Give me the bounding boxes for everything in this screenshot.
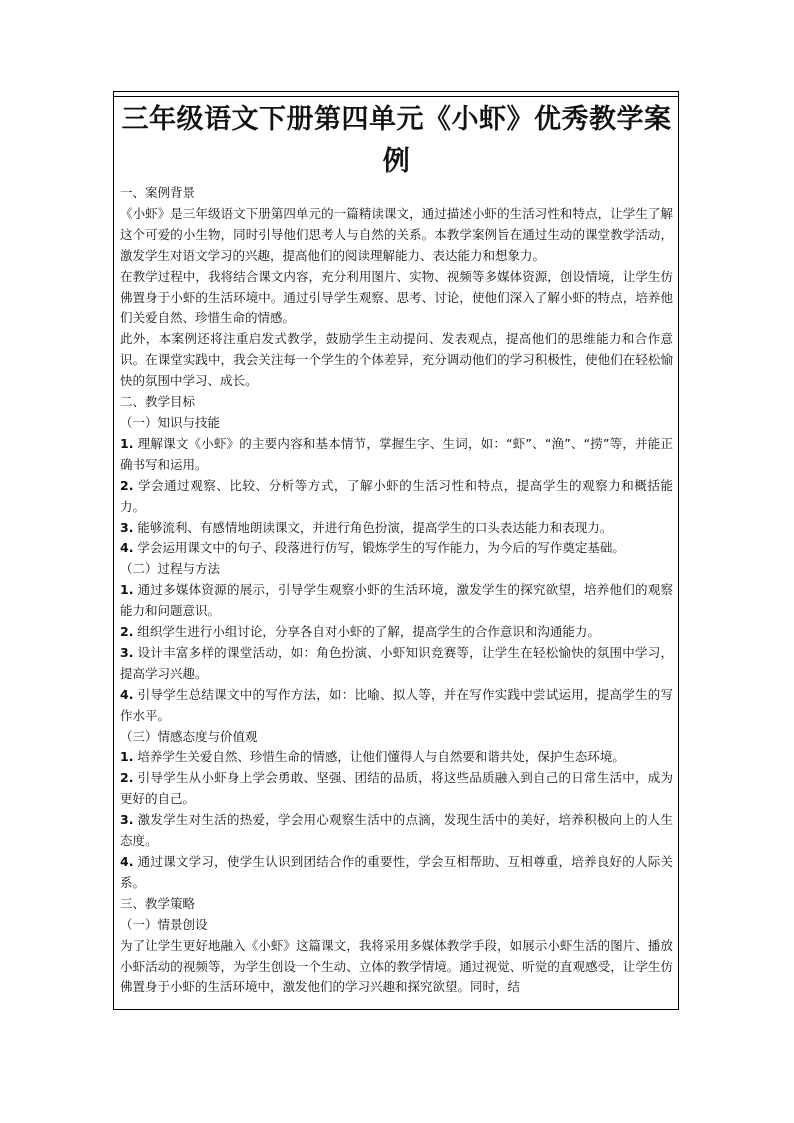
background-paragraph-3: 此外，本案例还将注重启发式教学，鼓励学生主动提问、发表观点，提高他们的思维能力和合作意识。在课堂实践中，我会关注每一个学生的个体差异，充分调动他们的学习积极性，使他们在轻松愉快的氛围中学习、成长。 <box>120 331 673 389</box>
scenario-paragraph-1: 为了让学生更好地融入《小虾》这篇课文，我将采用多媒体教学手段，如展示小虾生活的图片、播放小虾活动的视频等，为学生创设一个生动、立体的教学情境。通过视觉、听觉的直观感受，让学生仿佛置身于小虾的生活环境中，激发他们的学习兴趣和探究欲望。同时，结 <box>120 937 673 995</box>
top-rule <box>114 96 678 97</box>
item-text: 培养学生关爱自然、珍惜生命的情感，让他们懂得人与自然要和谐共处，保护生态环境。 <box>133 749 625 765</box>
item-number: 4. <box>120 854 134 869</box>
process-item-2 <box>120 622 673 643</box>
item-number: 4. <box>120 686 134 702</box>
item-number: 1. <box>120 435 134 451</box>
emotion-item-1 <box>120 747 673 768</box>
item-number: 2. <box>120 477 134 493</box>
knowledge-item-1 <box>120 434 673 476</box>
process-item-4 <box>120 685 673 727</box>
item-text: 激发学生对生活的热爱，学会用心观察生活中的点滴，发现生活中的美好，培养积极向上的人生态度。 <box>120 812 673 849</box>
item-text: 学会运用课文中的句子、段落进行仿写，锻炼学生的写作能力，为今后的写作奠定基础。 <box>133 540 625 556</box>
item-number: 4. <box>120 540 134 556</box>
emotion-item-4 <box>120 852 673 894</box>
subheading-scenario-creation: （一）情景创设 <box>120 916 208 932</box>
section-heading-background: 一、案例背景 <box>120 185 196 200</box>
page-title: 三年级语文下册第四单元《小虾》优秀教学案例 <box>121 104 672 177</box>
item-text: 学会通过观察、比较、分析等方式，了解小虾的生活习性和特点，提高学生的观察力和概括能力。 <box>120 477 673 514</box>
item-number: 2. <box>120 770 134 786</box>
process-item-3 <box>120 643 673 685</box>
subheading-emotion-values: （三）情感态度与价值观 <box>120 728 258 744</box>
item-text: 通过课文学习，使学生认识到团结合作的重要性，学会互相帮助、互相尊重，培养良好的人际关系。 <box>120 854 673 890</box>
knowledge-item-3 <box>120 518 673 539</box>
document-content <box>120 99 673 998</box>
item-text: 设计丰富多样的课堂活动，如：角色扮演、小虾知识竞赛等，让学生在轻松愉快的氛围中学习，提高学习兴趣。 <box>120 644 673 681</box>
item-text: 理解课文《小虾》的主要内容和基本情节，掌握生字、生词，如：“虾”、“渔”、“捞”等，并能正确书写和运用。 <box>120 435 673 472</box>
item-number: 3. <box>120 644 134 660</box>
background-paragraph-1: 《小虾》是三年级语文下册第四单元的一篇精读课文，通过描述小虾的生活习性和特点，让学生了解这个可爱的小生物，同时引导他们思考人与自然的关系。本教学案例旨在通过生动的课堂教学活动，激发学生对语文学习的兴趣，提高他们的阅读理解能力、表达能力和想象力。 <box>120 205 673 263</box>
section-heading-objectives: 二、教学目标 <box>120 394 196 410</box>
item-text: 引导学生从小虾身上学会勇敢、坚强、团结的品质，将这些品质融入到自己的日常生活中，成为更好的自己。 <box>120 770 673 807</box>
item-text: 引导学生总结课文中的写作方法，如：比喻、拟人等，并在写作实践中尝试运用，提高学生的写作水平。 <box>120 686 673 723</box>
emotion-item-3 <box>120 810 673 852</box>
item-number: 3. <box>120 812 134 828</box>
section-heading-strategy: 三、教学策略 <box>120 895 196 911</box>
item-number: 1. <box>120 749 134 765</box>
item-number: 1. <box>120 582 134 598</box>
knowledge-item-4 <box>120 538 673 559</box>
document-frame <box>113 91 679 1010</box>
item-number: 3. <box>120 519 134 535</box>
item-text: 组织学生进行小组讨论，分享各自对小虾的了解，提高学生的合作意识和沟通能力。 <box>133 624 600 640</box>
item-text: 通过多媒体资源的展示，引导学生观察小虾的生活环境，激发学生的探究欲望，培养他们的观察能力和问题意识。 <box>120 582 673 619</box>
subheading-process-methods: （二）过程与方法 <box>120 561 221 577</box>
emotion-item-2 <box>120 768 673 810</box>
item-number: 2. <box>120 624 134 640</box>
subheading-knowledge-skills: （一）知识与技能 <box>120 414 221 430</box>
background-paragraph-2: 在教学过程中，我将结合课文内容，充分利用图片、实物、视频等多媒体资源，创设情境，让学生仿佛置身于小虾的生活环境中。通过引导学生观察、思考、讨论，使他们深入了解小虾的特点，培养他们关爱自然、珍惜生命的情感。 <box>120 268 673 326</box>
knowledge-item-2 <box>120 476 673 518</box>
item-text: 能够流利、有感情地朗读课文，并进行角色扮演，提高学生的口头表达能力和表现力。 <box>133 519 613 535</box>
process-item-1 <box>120 580 673 622</box>
